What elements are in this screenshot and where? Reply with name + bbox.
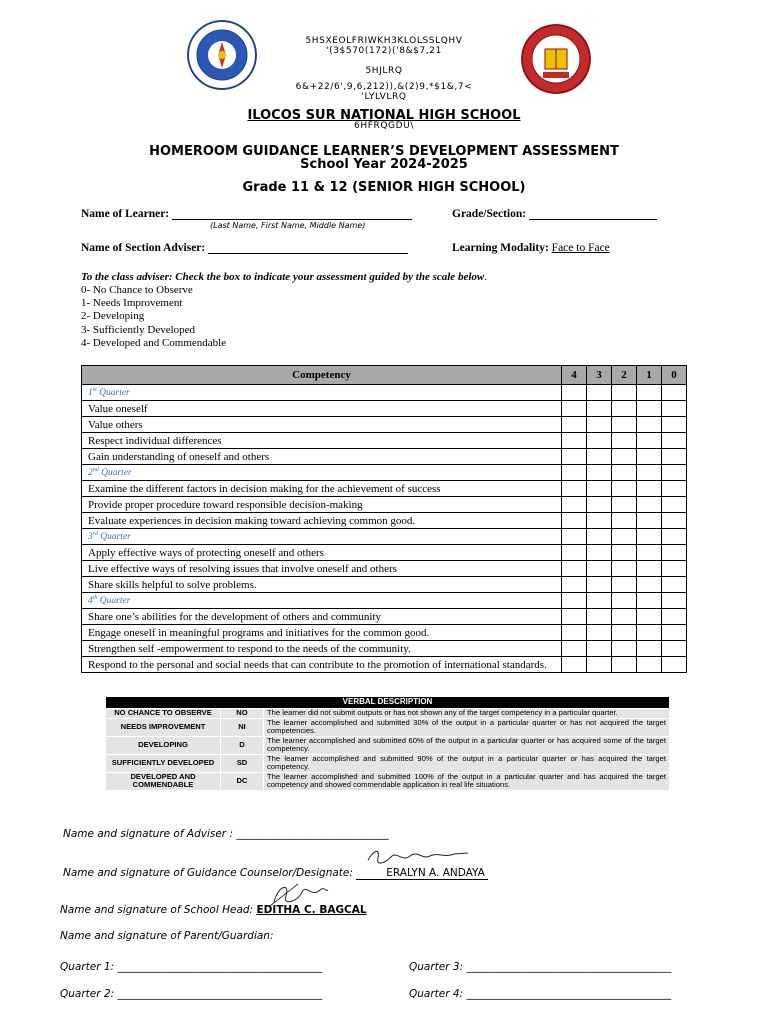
adviser-signature-line[interactable]: Name and signature of Adviser : _____________________________: [63, 828, 389, 840]
quarter-label: 1st Quarter: [82, 385, 562, 401]
learner-label: Name of Learner:: [81, 208, 170, 220]
grade-section-field: [452, 208, 657, 220]
scale-item: 1- Needs Improvement: [81, 297, 183, 310]
check-cell[interactable]: [587, 545, 612, 561]
check-cell[interactable]: [662, 481, 687, 497]
competency-item: Examine the different factors in decision making for the achievement of success: [82, 481, 562, 497]
check-cell[interactable]: [612, 561, 637, 577]
check-cell[interactable]: [612, 417, 637, 433]
check-cell[interactable]: [587, 561, 612, 577]
verbal-name: DEVELOPING: [106, 736, 221, 754]
verbal-code: NO: [221, 709, 264, 719]
check-cell[interactable]: [637, 545, 662, 561]
verbal-code: D: [221, 736, 264, 754]
check-cell[interactable]: [637, 417, 662, 433]
check-cell[interactable]: [637, 449, 662, 465]
quarter-1-signature-line[interactable]: Quarter 1: _______________________________________: [60, 961, 323, 973]
quarter-label: 3rd Quarter: [82, 529, 562, 545]
header-line-1: 5HSXEOLFRIWKH3KLOLSSLQHV: [305, 36, 463, 46]
check-cell[interactable]: [662, 449, 687, 465]
table-row: [82, 433, 687, 449]
competency-item: Respect individual differences: [82, 433, 562, 449]
col-2-header: 2: [612, 366, 637, 385]
verbal-desc: The learner did not submit outputs or has not shown any of the target competency in a particular quarter.: [264, 709, 670, 719]
adviser-label: Name of Section Adviser:: [81, 242, 206, 254]
quarter-2-row: [82, 465, 687, 481]
check-cell[interactable]: [637, 481, 662, 497]
table-row: [82, 545, 687, 561]
check-cell[interactable]: [587, 625, 612, 641]
quarter-label: 2nd Quarter: [82, 465, 562, 481]
check-cell[interactable]: [562, 609, 587, 625]
school-head-signature-field: [60, 904, 367, 916]
verbal-row: [106, 718, 670, 736]
quarter-2-signature-line[interactable]: Quarter 2: _______________________________________: [60, 988, 323, 1000]
table-row: [82, 401, 687, 417]
parent-signature-label: Name and signature of Parent/Guardian:: [60, 930, 274, 942]
check-cell[interactable]: [662, 545, 687, 561]
verbal-row: [106, 754, 670, 772]
table-row: [82, 577, 687, 593]
modality-value: Face to Face: [551, 242, 610, 254]
learner-field: [81, 208, 412, 220]
quarter-label: 4th Quarter: [82, 593, 562, 609]
competency-header: Competency: [82, 366, 562, 385]
learner-input-line[interactable]: [172, 208, 412, 220]
table-row: [82, 561, 687, 577]
check-cell[interactable]: [562, 417, 587, 433]
check-cell[interactable]: [587, 577, 612, 593]
check-cell[interactable]: [612, 497, 637, 513]
school-head-name: EDITHA C. BAGCAL: [256, 904, 367, 916]
col-0-header: 0: [662, 366, 687, 385]
instructions: To the class adviser: Check the box to indicate your assessment guided by the scale below.: [81, 271, 487, 283]
check-cell[interactable]: [562, 513, 587, 529]
scale-item: 2- Developing: [81, 310, 145, 323]
grade-section-label: Grade/Section:: [452, 208, 527, 220]
adviser-input-line[interactable]: [208, 242, 408, 254]
check-cell[interactable]: [562, 625, 587, 641]
check-cell[interactable]: [587, 497, 612, 513]
quarter-4-signature-line[interactable]: Quarter 4: _______________________________________: [409, 988, 672, 1000]
check-cell[interactable]: [612, 641, 637, 657]
competency-item: Strengthen self -empowerment to respond to the needs of the community.: [82, 641, 562, 657]
competency-item: Value others: [82, 417, 562, 433]
check-cell[interactable]: [637, 561, 662, 577]
competency-item: Share one’s abilities for the development of others and community: [82, 609, 562, 625]
check-cell[interactable]: [662, 401, 687, 417]
check-cell[interactable]: [612, 449, 637, 465]
counselor-label: Name and signature of Guidance Counselor/Designate:: [63, 867, 353, 879]
check-cell[interactable]: [587, 481, 612, 497]
grade-section-input-line[interactable]: [529, 208, 657, 220]
table-row: [82, 497, 687, 513]
check-cell[interactable]: [612, 513, 637, 529]
check-cell[interactable]: [612, 625, 637, 641]
check-cell[interactable]: [562, 657, 587, 673]
check-cell[interactable]: [637, 577, 662, 593]
table-row: [82, 609, 687, 625]
check-cell[interactable]: [637, 609, 662, 625]
counselor-name[interactable]: ERALYN A. ANDAYA: [356, 867, 488, 880]
check-cell[interactable]: [587, 401, 612, 417]
competency-item: Gain understanding of oneself and others: [82, 449, 562, 465]
verbal-desc: The learner accomplished and submitted 30% of the output in a particular quarter or has not acquired the target competencies.: [264, 718, 670, 736]
table-row: [82, 641, 687, 657]
check-cell[interactable]: [662, 497, 687, 513]
modality-field: [452, 242, 610, 254]
scale-item: 4- Developed and Commendable: [81, 336, 227, 349]
check-cell[interactable]: [587, 433, 612, 449]
check-cell[interactable]: [637, 641, 662, 657]
table-row: [82, 417, 687, 433]
check-cell[interactable]: [662, 577, 687, 593]
check-cell[interactable]: [562, 577, 587, 593]
table-row: [82, 449, 687, 465]
check-cell[interactable]: [637, 497, 662, 513]
verbal-row: [106, 772, 670, 790]
verbal-title: VERBAL DESCRIPTION: [106, 697, 670, 709]
table-row: [82, 513, 687, 529]
header-line-4: 6&+22/6',9,6,212)),&(2)9,*$1&,7<: [295, 82, 473, 92]
check-cell[interactable]: [562, 481, 587, 497]
verbal-code: SD: [221, 754, 264, 772]
table-row: [82, 657, 687, 673]
scale-item: 0- No Chance to Observe: [81, 284, 193, 296]
instructions-text: To the class adviser: Check the box to indicate your assessment guided by the scale below: [81, 271, 485, 283]
check-cell[interactable]: [612, 609, 637, 625]
check-cell[interactable]: [587, 449, 612, 465]
verbal-name: DEVELOPED AND COMMENDABLE: [106, 772, 221, 790]
header-line-2: '(3$570(172)('8&$7,21: [326, 46, 442, 56]
competency-item: Evaluate experiences in decision making toward achieving common good.: [82, 513, 562, 529]
check-cell[interactable]: [662, 433, 687, 449]
check-cell[interactable]: [637, 513, 662, 529]
col-4-header: 4: [562, 366, 587, 385]
check-cell[interactable]: [612, 545, 637, 561]
adviser-field: [81, 242, 408, 254]
modality-label: Learning Modality:: [452, 242, 549, 254]
form-title: HOMEROOM GUIDANCE LEARNER’S DEVELOPMENT ASSESSMENT: [149, 144, 619, 159]
check-cell[interactable]: [562, 401, 587, 417]
counselor-signature-field: [63, 867, 488, 880]
grade-level: Grade 11 & 12 (SENIOR HIGH SCHOOL): [242, 180, 526, 195]
verbal-code: NI: [221, 718, 264, 736]
check-cell[interactable]: [637, 625, 662, 641]
verbal-name: NEEDS IMPROVEMENT: [106, 718, 221, 736]
header-line-5: 'LYLVLRQ: [361, 92, 407, 102]
check-cell[interactable]: [662, 609, 687, 625]
check-cell[interactable]: [637, 401, 662, 417]
learner-hint: (Last Name, First Name, Middle Name): [210, 221, 366, 230]
check-cell[interactable]: [562, 561, 587, 577]
check-cell[interactable]: [662, 641, 687, 657]
verbal-name: SUFFICIENTLY DEVELOPED: [106, 754, 221, 772]
quarter-4-row: [82, 593, 687, 609]
verbal-name: NO CHANCE TO OBSERVE: [106, 709, 221, 719]
check-cell[interactable]: [662, 625, 687, 641]
competency-item: Respond to the personal and social needs that can contribute to the promotion of international standards.: [82, 657, 562, 673]
table-header-row: [82, 366, 687, 385]
check-cell[interactable]: [662, 657, 687, 673]
check-cell[interactable]: [587, 417, 612, 433]
check-cell[interactable]: [612, 401, 637, 417]
competency-item: Share skills helpful to solve problems.: [82, 577, 562, 593]
check-cell[interactable]: [587, 513, 612, 529]
verbal-desc: The learner accomplished and submitted 100% of the output in a particular quarter and has acquired the target competency and showed commendable application in real life situations.: [264, 772, 670, 790]
scale-list: [81, 284, 226, 350]
check-cell[interactable]: [562, 497, 587, 513]
check-cell[interactable]: [612, 577, 637, 593]
check-cell[interactable]: [662, 417, 687, 433]
school-name: ILOCOS SUR NATIONAL HIGH SCHOOL: [247, 108, 521, 123]
table-row: [82, 625, 687, 641]
verbal-row: [106, 736, 670, 754]
table-row: [82, 481, 687, 497]
check-cell[interactable]: [637, 657, 662, 673]
verbal-desc: The learner accomplished and submitted 90% of the output in a particular quarter or has acquired the target competency.: [264, 754, 670, 772]
check-cell[interactable]: [562, 433, 587, 449]
verbal-description-table: [105, 696, 670, 791]
check-cell[interactable]: [562, 449, 587, 465]
competency-item: Value oneself: [82, 401, 562, 417]
header-line-3: 5HJLRQ: [365, 66, 403, 76]
header-line-6: 6HFRQGDU\: [354, 121, 414, 131]
check-cell[interactable]: [662, 561, 687, 577]
quarter-3-signature-line[interactable]: Quarter 3: _______________________________________: [409, 961, 672, 973]
competency-item: Apply effective ways of protecting oneself and others: [82, 545, 562, 561]
scale-item: 3- Sufficiently Developed: [81, 323, 196, 336]
check-cell[interactable]: [562, 641, 587, 657]
check-cell[interactable]: [662, 513, 687, 529]
competency-item: Live effective ways of resolving issues that involve oneself and others: [82, 561, 562, 577]
competency-table: [81, 365, 687, 673]
check-cell[interactable]: [587, 657, 612, 673]
check-cell[interactable]: [587, 609, 612, 625]
check-cell[interactable]: [612, 657, 637, 673]
check-cell[interactable]: [612, 481, 637, 497]
check-cell[interactable]: [562, 545, 587, 561]
check-cell[interactable]: [612, 433, 637, 449]
col-3-header: 3: [587, 366, 612, 385]
quarter-3-row: [82, 529, 687, 545]
competency-item: Provide proper procedure toward responsible decision-making: [82, 497, 562, 513]
school-head-label: Name and signature of School Head:: [60, 904, 254, 916]
verbal-desc: The learner accomplished and submitted 60% of the output in a particular quarter or has acquired some of the target competency.: [264, 736, 670, 754]
verbal-code: DC: [221, 772, 264, 790]
check-cell[interactable]: [587, 641, 612, 657]
col-1-header: 1: [637, 366, 662, 385]
verbal-row: [106, 709, 670, 719]
quarter-1-row: [82, 385, 687, 401]
school-year: School Year 2024-2025: [300, 157, 468, 172]
competency-item: Engage oneself in meaningful programs and initiatives for the common good.: [82, 625, 562, 641]
check-cell[interactable]: [637, 433, 662, 449]
